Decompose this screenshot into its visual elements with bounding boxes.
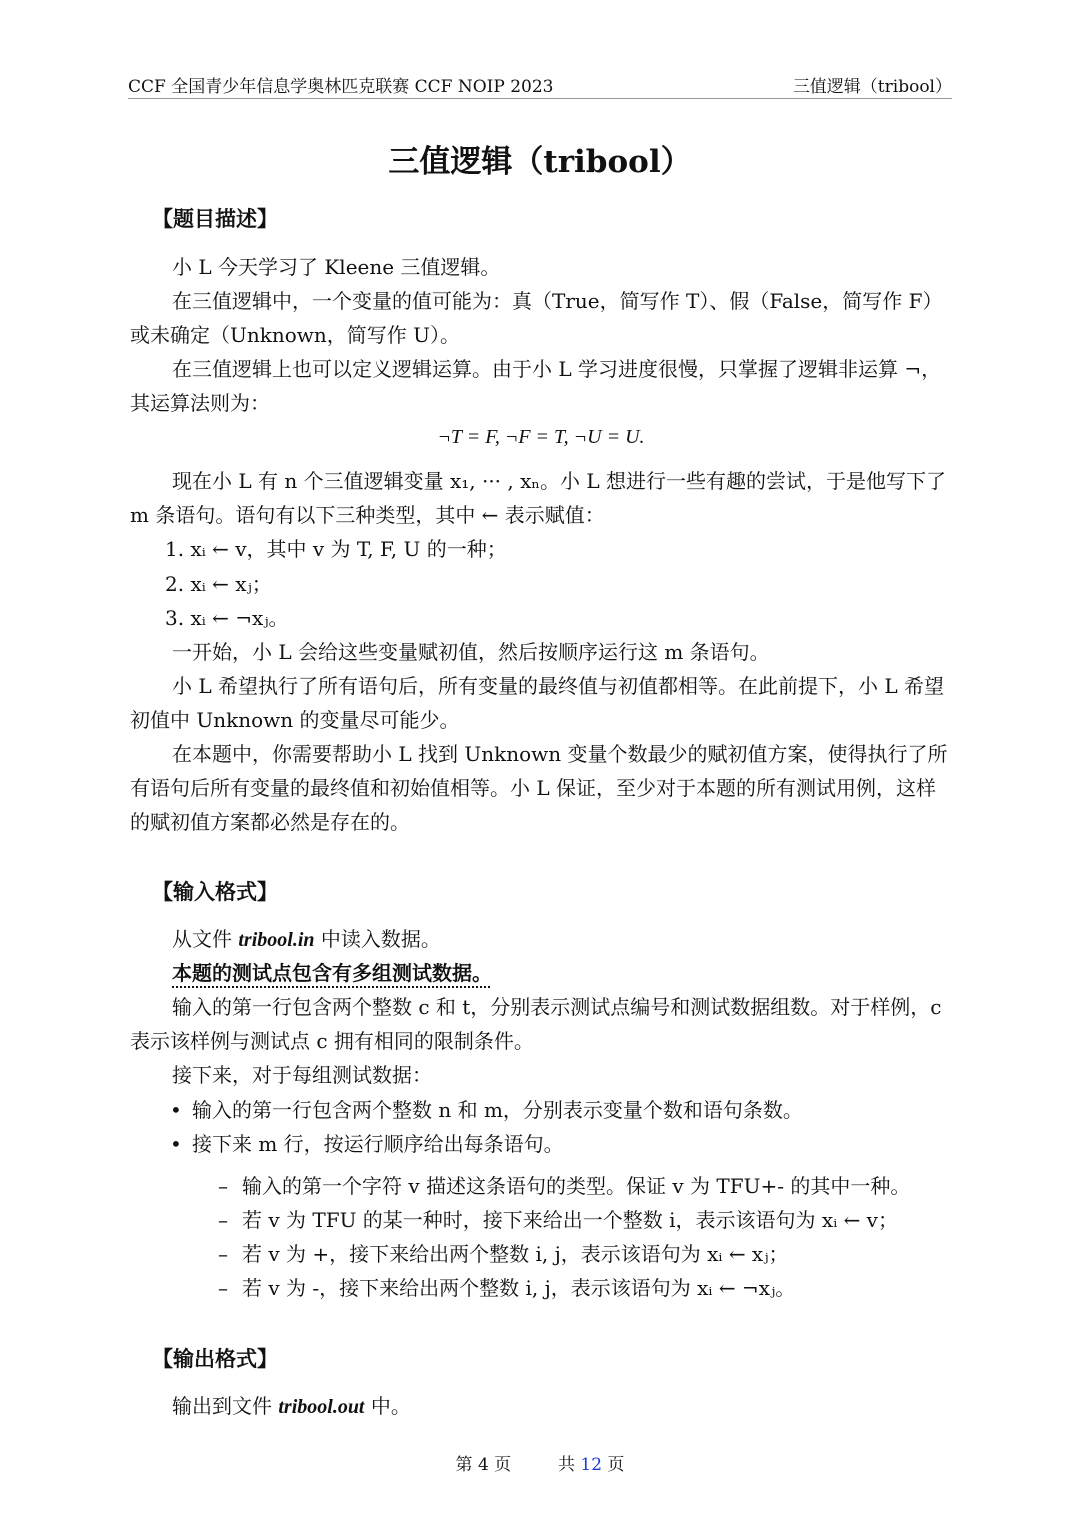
bullet-dot: • <box>170 1132 182 1156</box>
description-paragraph-5: 一开始，小 L 会给这些变量赋初值，然后按顺序运行这 m 条语句。 <box>172 640 770 664</box>
current-page-label: 第 4 页 <box>455 1455 512 1475</box>
description-paragraph-3: 在三值逻辑上也可以定义逻辑运算。由于小 L 学习进度很慢，只掌握了逻辑非运算 ¬，其运算法则为： <box>130 357 942 415</box>
multi-test-notice <box>130 956 952 990</box>
statement-type-2: 2. xᵢ ← xⱼ； <box>165 572 272 596</box>
dash-marker: – <box>218 1276 228 1300</box>
header-contest-name: CCF 全国青少年信息学奥林匹克联赛 CCF NOIP 2023 <box>128 77 554 97</box>
output-file-suffix: 中。 <box>364 1394 411 1418</box>
section-heading-input: 【输入格式】 <box>152 879 278 904</box>
input-bullet-1 <box>170 1093 803 1127</box>
input-bullet-1-text: 输入的第一行包含两个整数 n 和 m，分别表示变量个数和语句条数。 <box>192 1098 803 1122</box>
description-paragraph-7: 在本题中，你需要帮助小 L 找到 Unknown 变量个数最少的赋初值方案，使得执行了所有语句后所有变量的最终值和初始值相等。小 L 保证，至少对于本题的所有测试用例，这样的赋初值方案都必然是存在的。 <box>130 742 948 834</box>
page-footer <box>0 1450 1080 1475</box>
input-sub-item-2-text: 若 v 为 TFU 的某一种时，接下来给出一个整数 i，表示该语句为 xᵢ ← v； <box>242 1208 898 1232</box>
negation-formula: ¬T = F, ¬F = T, ¬U = U. <box>437 426 645 448</box>
header-problem-name: 三值逻辑（tribool） <box>792 77 952 97</box>
input-sub-item-1-text: 输入的第一个字符 v 描述这条语句的类型。保证 v 为 TFU+- 的其中一种。 <box>242 1174 911 1198</box>
dash-marker: – <box>218 1242 228 1266</box>
output-file-name: tribool.out <box>278 1396 365 1418</box>
input-sub-item-3-text: 若 v 为 +，接下来给出两个整数 i, j，表示该语句为 xᵢ ← xⱼ； <box>242 1242 789 1266</box>
problem-title: 三值逻辑（tribool） <box>388 144 692 180</box>
total-pages-link[interactable]: 12 <box>580 1455 603 1475</box>
output-file-prefix: 输出到文件 <box>172 1394 279 1418</box>
running-header <box>128 72 952 99</box>
input-paragraph-2: 接下来，对于每组测试数据： <box>172 1063 432 1087</box>
input-bullet-2-text: 接下来 m 行，按运行顺序给出每条语句。 <box>192 1132 564 1156</box>
section-heading-output: 【输出格式】 <box>152 1346 278 1371</box>
input-file-prefix: 从文件 <box>172 927 239 951</box>
total-pages-prefix: 共 <box>557 1455 581 1475</box>
section-heading-description: 【题目描述】 <box>152 206 278 231</box>
multi-test-text: 本题的测试点包含有多组测试数据。 <box>172 961 492 985</box>
dash-marker: – <box>218 1208 228 1232</box>
bullet-dot: • <box>170 1098 182 1122</box>
description-paragraph-4: 现在小 L 有 n 个三值逻辑变量 x₁, ··· , xₙ。小 L 想进行一些有趣的尝试，于是他写下了 m 条语句。语句有以下三种类型，其中 ← 表示赋值： <box>130 469 947 527</box>
input-file-suffix: 中读入数据。 <box>314 927 441 951</box>
input-bullet-2 <box>170 1127 564 1161</box>
input-sub-item-4 <box>218 1271 795 1305</box>
input-sub-item-3 <box>218 1237 789 1271</box>
input-sub-item-4-text: 若 v 为 -，接下来给出两个整数 i, j，表示该语句为 xᵢ ← ¬xⱼ。 <box>242 1276 796 1300</box>
input-paragraph-1: 输入的第一行包含两个整数 c 和 t，分别表示测试点编号和测试数据组数。对于样例，c 表示该样例与测试点 c 拥有相同的限制条件。 <box>130 995 942 1053</box>
input-sub-item-2 <box>218 1203 898 1237</box>
statement-type-1: 1. xᵢ ← v，其中 v 为 T, F, U 的一种； <box>165 537 507 561</box>
description-paragraph-6: 小 L 希望执行了所有语句后，所有变量的最终值与初值都相等。在此前提下，小 L 希望初值中 Unknown 的变量尽可能少。 <box>130 674 944 732</box>
statement-type-3: 3. xᵢ ← ¬xⱼ。 <box>165 606 289 630</box>
input-file-name: tribool.in <box>238 929 315 951</box>
input-file-line <box>130 922 952 957</box>
output-file-line <box>130 1389 952 1424</box>
dash-marker: – <box>218 1174 228 1198</box>
total-pages-suffix: 页 <box>602 1455 625 1475</box>
description-paragraph-2: 在三值逻辑中，一个变量的值可能为：真（True，简写作 T）、假（False，简写作 F）或未确定（Unknown，简写作 U）。 <box>130 289 943 347</box>
input-sub-item-1 <box>218 1169 910 1203</box>
description-paragraph-1: 小 L 今天学习了 Kleene 三值逻辑。 <box>172 255 501 279</box>
